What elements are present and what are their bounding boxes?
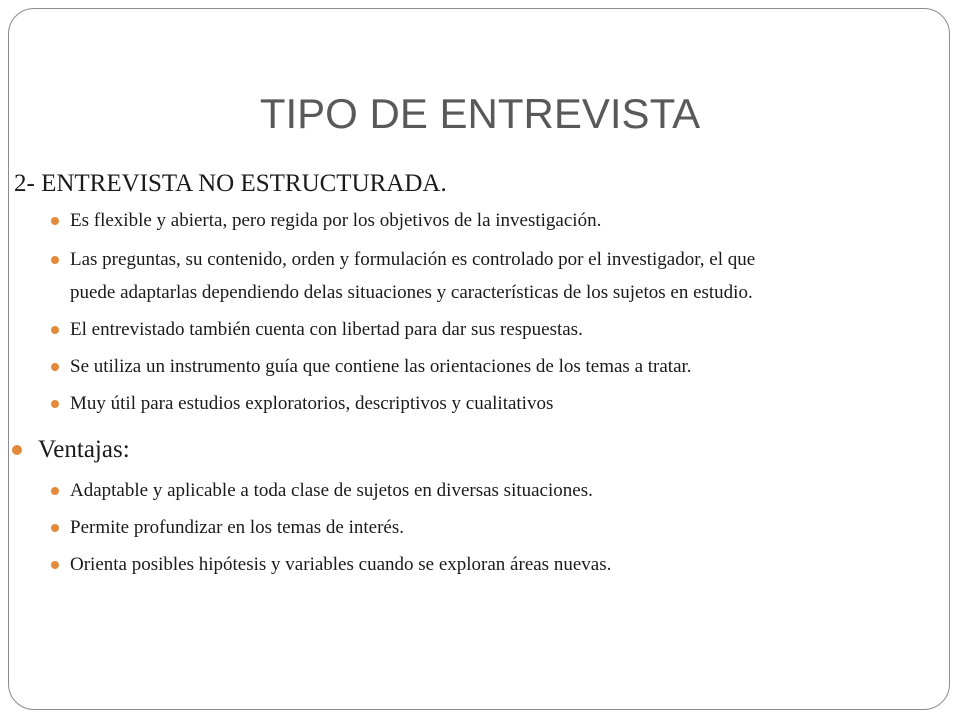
- bullet-icon: [12, 445, 22, 455]
- bullet-icon: [51, 217, 59, 225]
- list-item-text: Es flexible y abierta, pero regida por los objetivos de la investigación.: [70, 210, 602, 231]
- list-item-text: Las preguntas, su contenido, orden y formulación es controlado por el investigador, el que: [70, 249, 756, 270]
- list-item: [70, 476, 593, 506]
- list-item-text: Adaptable y aplicable a toda clase de sujetos en diversas situaciones.: [70, 480, 593, 501]
- list-item: [70, 550, 611, 580]
- list-item-text: Se utiliza un instrumento guía que contiene las orientaciones de los temas a tratar.: [70, 356, 692, 377]
- list-item-text: Muy útil para estudios exploratorios, descriptivos y cualitativos: [70, 393, 554, 414]
- advantages-heading-row: [38, 434, 130, 466]
- bullet-icon: [51, 326, 59, 334]
- list-item-text: puede adaptarlas dependiendo delas situaciones y características de los sujetos en estudio.: [70, 282, 753, 303]
- list-item-text: Permite profundizar en los temas de interés.: [70, 517, 404, 538]
- list-item-text: El entrevistado también cuenta con libertad para dar sus respuestas.: [70, 319, 583, 340]
- list-item-continuation: [70, 278, 753, 308]
- bullet-icon: [51, 363, 59, 371]
- bullet-icon: [51, 487, 59, 495]
- list-item-text: Orienta posibles hipótesis y variables cuando se exploran áreas nuevas.: [70, 554, 612, 575]
- advantages-heading: Ventajas:: [38, 436, 130, 463]
- list-item: [70, 389, 553, 419]
- list-item: [70, 245, 755, 275]
- slide-title: TIPO DE ENTREVISTA: [259, 90, 701, 137]
- list-item: [70, 352, 692, 382]
- section-heading: 2- ENTREVISTA NO ESTRUCTURADA.: [14, 170, 447, 197]
- bullet-icon: [51, 561, 59, 569]
- bullet-icon: [51, 256, 59, 264]
- bullet-icon: [51, 400, 59, 408]
- bullet-icon: [51, 524, 59, 532]
- list-item: [70, 206, 601, 236]
- list-item: [70, 513, 404, 543]
- list-item: [70, 315, 583, 345]
